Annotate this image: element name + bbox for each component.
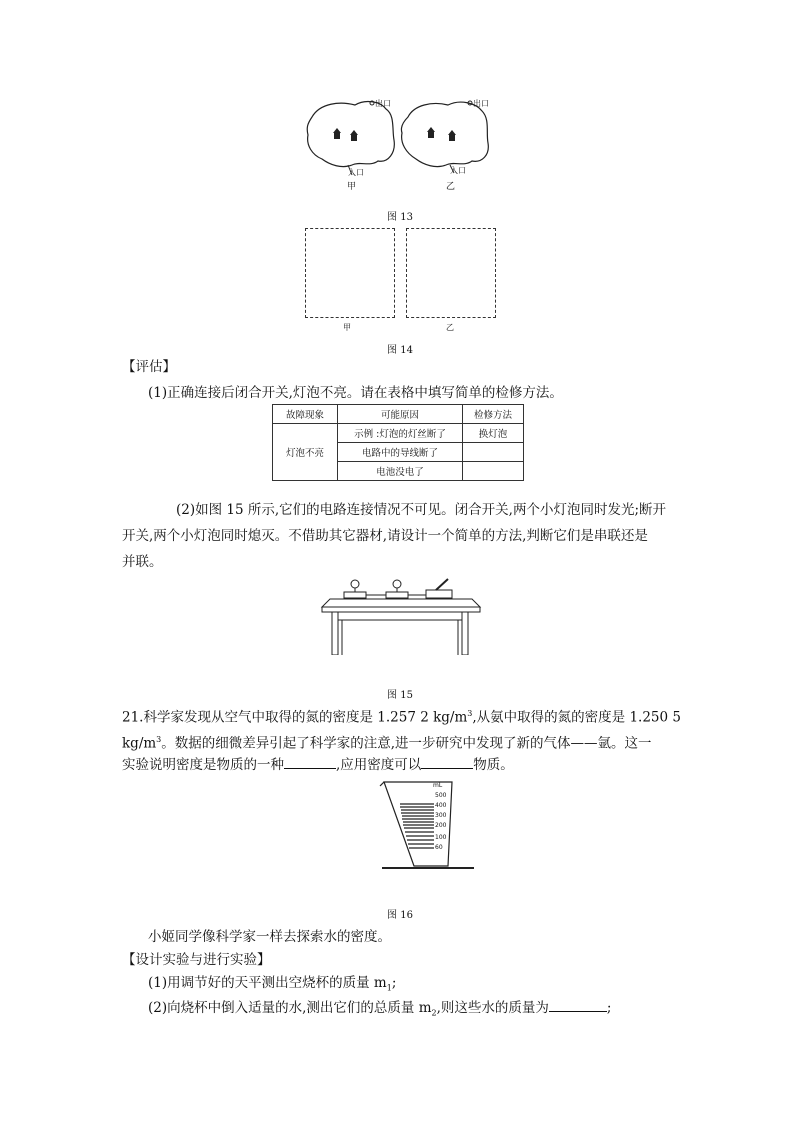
fault-table bbox=[272, 404, 524, 481]
table-cell-fix[interactable] bbox=[463, 462, 524, 481]
beaker-mark: 500 bbox=[435, 792, 447, 799]
figure-13-caption: 图 13 bbox=[387, 212, 413, 223]
beaker-mark: 400 bbox=[435, 802, 447, 809]
step-2-mid: ,则这些水的质量为 bbox=[436, 1000, 549, 1016]
step-2-text: (2)向烧杯中倒入适量的水,测出它们的总质量 m bbox=[148, 1000, 432, 1016]
left-map-label: 甲 bbox=[347, 182, 357, 192]
figure-13-drawing bbox=[300, 95, 500, 195]
table-cell-cause: 示例 :灯泡的灯丝断了 bbox=[338, 424, 463, 443]
table-header: 检修方法 bbox=[463, 405, 524, 424]
table-cell-fix[interactable] bbox=[463, 443, 524, 462]
q21-line-2-sup: 3 bbox=[156, 735, 162, 744]
table-cell-cause: 电池没电了 bbox=[338, 462, 463, 481]
right-map-label: 乙 bbox=[446, 182, 456, 192]
evaluate-question-1: (1)正确连接后闭合开关,灯泡不亮。请在表格中填写简单的检修方法。 bbox=[148, 385, 563, 401]
figure-15-caption: 图 15 bbox=[387, 690, 413, 701]
right-exit-label: 出口 bbox=[473, 99, 489, 108]
question-21-line-3 bbox=[122, 752, 514, 779]
q21-line-2-unit: kg/m bbox=[122, 735, 157, 752]
beaker-mark: 300 bbox=[435, 812, 447, 819]
question-2-line-3: 并联。 bbox=[122, 554, 163, 570]
figure-14-left-label: 甲 bbox=[343, 323, 351, 332]
figure-16-caption: 图 16 bbox=[387, 910, 413, 921]
beaker-drawing bbox=[378, 780, 478, 875]
figure-15 bbox=[316, 575, 486, 655]
right-entrance-label: 入口 bbox=[450, 166, 466, 175]
q21-line-3-end: 物质。 bbox=[473, 757, 514, 773]
beaker-mark: 200 bbox=[435, 822, 447, 829]
table-cell-cause: 电路中的导线断了 bbox=[338, 443, 463, 462]
table-cell-phenomenon: 灯泡不亮 bbox=[273, 424, 338, 481]
q21-line-1-text: 21.科学家发现从空气中取得的氮的密度是 1.257 2 kg/m bbox=[122, 709, 468, 726]
figure-16 bbox=[378, 780, 478, 875]
step-2-end: ; bbox=[606, 1000, 612, 1016]
table-row bbox=[273, 424, 524, 443]
table-cell-fix: 换灯泡 bbox=[463, 424, 524, 443]
table-header-row bbox=[273, 405, 524, 424]
step-2 bbox=[148, 995, 611, 1027]
answer-blank-3[interactable] bbox=[549, 997, 607, 1012]
table-header: 可能原因 bbox=[338, 405, 463, 424]
beaker-mark: 60 bbox=[435, 844, 443, 851]
beaker-mark: 100 bbox=[435, 834, 447, 841]
beaker-unit: mL bbox=[433, 782, 443, 789]
q21-line-1-sup: 3 bbox=[467, 709, 473, 718]
figure-13 bbox=[300, 95, 500, 195]
evaluate-heading: 【评估】 bbox=[122, 359, 176, 375]
answer-blank-2[interactable] bbox=[421, 754, 473, 769]
figure-14-box-right bbox=[406, 228, 496, 318]
question-2-line-2: 开关,两个小灯泡同时熄灭。不借助其它器材,请设计一个简单的方法,判断它们是串联还是 bbox=[122, 528, 648, 544]
figure-14-box-left bbox=[305, 228, 395, 318]
step-2-sub: 2 bbox=[431, 1008, 437, 1018]
q21-line-2-rest: 。数据的细微差异引起了科学家的注意,进一步研究中发现了新的气体——氩。这一 bbox=[161, 735, 652, 752]
answer-blank-1[interactable] bbox=[284, 754, 336, 769]
q21-line-3-mid: ,应用密度可以 bbox=[336, 757, 422, 773]
design-experiment-heading: 【设计实验与进行实验】 bbox=[122, 952, 271, 968]
step-1-text: (1)用调节好的天平测出空烧杯的质量 m bbox=[148, 975, 387, 991]
figure-15-drawing bbox=[316, 575, 486, 655]
q21-line-1-rest: ,从氨中取得的氮的密度是 1.250 5 bbox=[472, 709, 681, 726]
question-22-intro: 小姬同学像科学家一样去探索水的密度。 bbox=[148, 929, 391, 945]
figure-14-right-label: 乙 bbox=[446, 323, 454, 332]
left-entrance-label: 入口 bbox=[348, 168, 364, 177]
step-1-sub: 1 bbox=[386, 983, 392, 993]
step-1-end: ; bbox=[391, 975, 397, 991]
left-exit-label: 出口 bbox=[375, 99, 391, 108]
table-header: 故障现象 bbox=[273, 405, 338, 424]
figure-14-caption: 图 14 bbox=[387, 345, 413, 356]
q21-line-3-text: 实验说明密度是物质的一种 bbox=[122, 757, 284, 773]
question-2-line-1: (2)如图 15 所示,它们的电路连接情况不可见。闭合开关,两个小灯泡同时发光;断开 bbox=[176, 502, 667, 518]
